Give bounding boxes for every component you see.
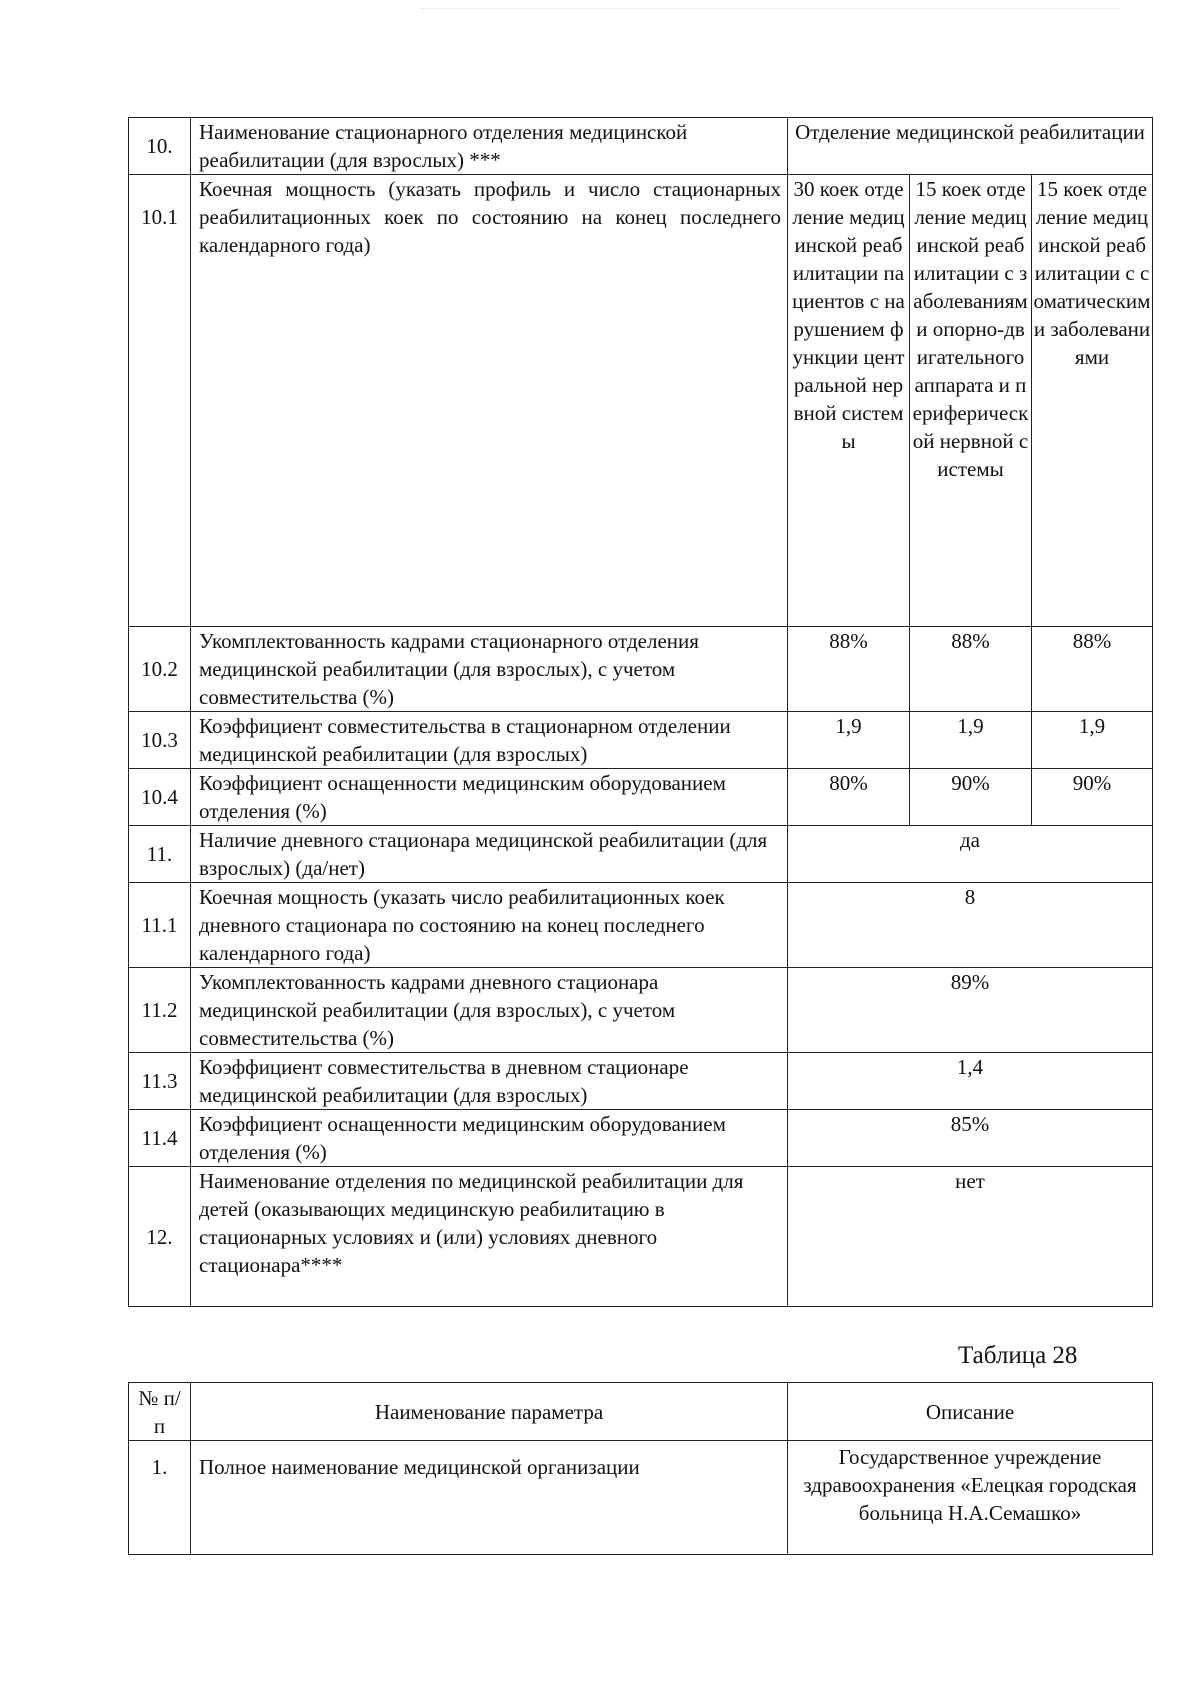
row-value: 89% <box>788 968 1153 1053</box>
row-number: 12. <box>129 1167 191 1307</box>
table-caption: Таблица 28 <box>958 1342 1078 1369</box>
bed-profile-cell: 15 коек отделение медицинской реабилитации с заболеваниями опорно-двигательного аппарата и периферической нервной системы <box>910 175 1032 627</box>
row-value: 1,9 <box>788 712 910 769</box>
table-row <box>129 118 1153 175</box>
row-value: 88% <box>788 627 910 712</box>
row-number: 10.4 <box>129 769 191 826</box>
row-label: Укомплектованность кадрами стационарного отделения медицинской реабилитации (для взрослых), с учетом совместительства (%) <box>191 627 788 712</box>
row-number: 10.3 <box>129 712 191 769</box>
row-number: 11.4 <box>129 1110 191 1167</box>
table-header-row <box>129 1383 1153 1441</box>
organization-table <box>128 1382 1153 1555</box>
table-row <box>129 769 1153 826</box>
row-value: 88% <box>1032 627 1153 712</box>
row-value: нет <box>788 1167 1153 1307</box>
row-value: 85% <box>788 1110 1153 1167</box>
rehabilitation-table <box>128 117 1153 1307</box>
row-number: 10. <box>129 118 191 175</box>
row-value: 1,4 <box>788 1053 1153 1110</box>
row-number: 1. <box>129 1441 191 1555</box>
row-label: Коечная мощность (указать профиль и число стационарных реабилитационных коек по состоянию на конец последнего календарного года) <box>191 175 788 627</box>
table-row <box>129 1167 1153 1307</box>
row-value: 1,9 <box>910 712 1032 769</box>
row-value: 90% <box>910 769 1032 826</box>
table-row <box>129 1053 1153 1110</box>
row-value: да <box>788 826 1153 883</box>
table-row <box>129 1441 1153 1555</box>
bed-profile-cell: 30 коек отделение медицинской реабилитации пациентов с нарушением функции центральной нервной системы <box>788 175 910 627</box>
table-row <box>129 627 1153 712</box>
row-label: Коечная мощность (указать число реабилитационных коек дневного стационара по состоянию на конец последнего календарного года) <box>191 883 788 968</box>
row-label: Наличие дневного стационара медицинской реабилитации (для взрослых) (да/нет) <box>191 826 788 883</box>
column-header-description: Описание <box>788 1383 1153 1441</box>
row-number: 11. <box>129 826 191 883</box>
row-label: Полное наименование медицинской организации <box>191 1441 788 1555</box>
bed-profile-cell: 15 коек отделение медицинской реабилитации с соматическими заболеваниями <box>1032 175 1153 627</box>
table-row <box>129 968 1153 1053</box>
row-label: Наименование стационарного отделения медицинской реабилитации (для взрослых) *** <box>191 118 788 175</box>
column-header-number: № п/п <box>129 1383 191 1441</box>
row-number: 10.1 <box>129 175 191 627</box>
row-number: 10.2 <box>129 627 191 712</box>
table-row <box>129 883 1153 968</box>
column-header-parameter: Наименование параметра <box>191 1383 788 1441</box>
row-value: 90% <box>1032 769 1153 826</box>
row-value: 1,9 <box>1032 712 1153 769</box>
table-row <box>129 712 1153 769</box>
row-number: 11.1 <box>129 883 191 968</box>
row-value: 80% <box>788 769 910 826</box>
row-label: Коэффициент совместительства в дневном стационаре медицинской реабилитации (для взрослых) <box>191 1053 788 1110</box>
row-value: Государственное учреждение здравоохранения «Елецкая городская больница Н.А.Семашко» <box>788 1441 1153 1555</box>
row-label: Коэффициент оснащенности медицинским оборудованием отделения (%) <box>191 769 788 826</box>
row-value: Отделение медицинской реабилитации <box>788 118 1153 175</box>
table-row <box>129 175 1153 627</box>
row-label: Коэффициент оснащенности медицинским оборудованием отделения (%) <box>191 1110 788 1167</box>
row-number: 11.2 <box>129 968 191 1053</box>
row-value: 88% <box>910 627 1032 712</box>
table-row <box>129 1110 1153 1167</box>
row-value: 8 <box>788 883 1153 968</box>
row-label: Коэффициент совместительства в стационарном отделении медицинской реабилитации (для взрослых) <box>191 712 788 769</box>
row-label: Укомплектованность кадрами дневного стационара медицинской реабилитации (для взрослых), с учетом совместительства (%) <box>191 968 788 1053</box>
row-number: 11.3 <box>129 1053 191 1110</box>
table-row <box>129 826 1153 883</box>
scan-artifact <box>420 8 1120 12</box>
row-label: Наименование отделения по медицинской реабилитации для детей (оказывающих медицинскую реабилитацию в стационарных условиях и (или) условиях дневного стационара**** <box>191 1167 788 1307</box>
